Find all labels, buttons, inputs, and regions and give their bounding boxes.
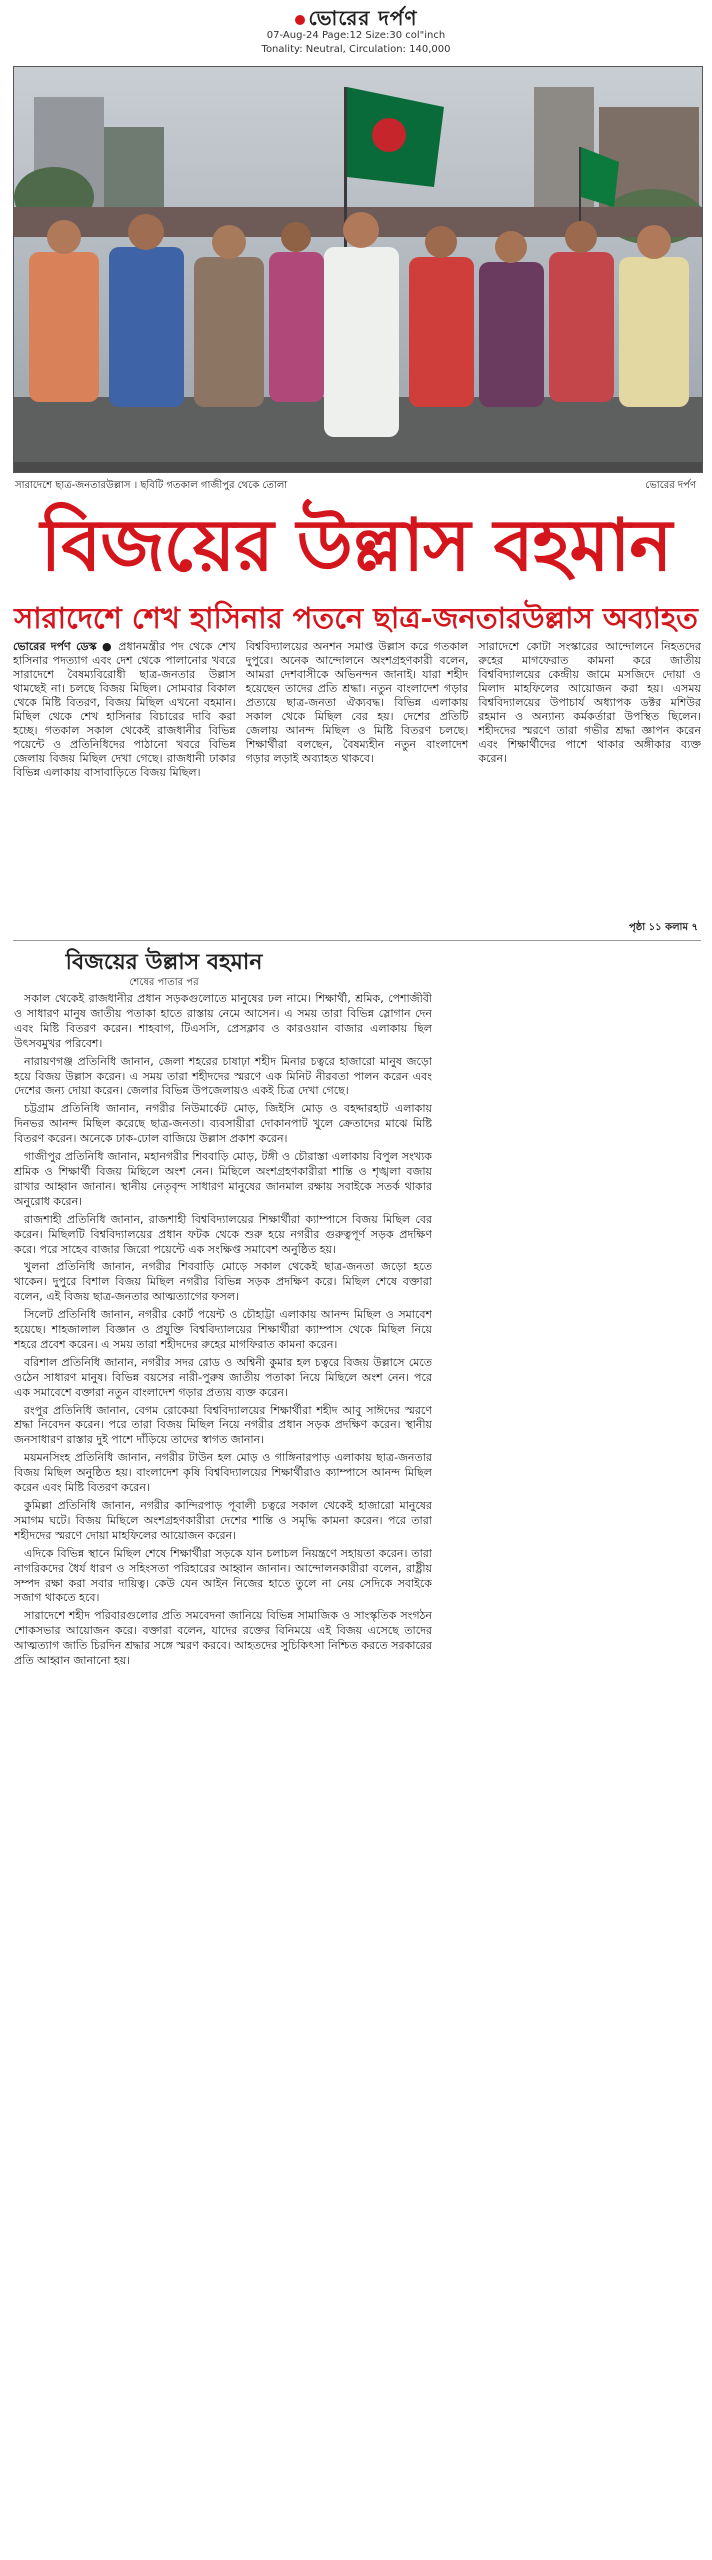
clip-meta: 07-Aug-24 Page:12 Size:30 col"inch — [266, 30, 446, 41]
clip-tonality: Tonality: Neutral, Circulation: 140,000 — [261, 44, 451, 55]
paragraph: রাজশাহী প্রতিনিধি জানান, রাজশাহী বিশ্ববিদ্যালয়ের শিক্ষার্থীরা ক্যাম্পাসে বিজয় মিছিল বের করেন। মিছিলটি বিশ্ববিদ্যালয়ের প্রধান ফটক থেকে শুরু হয়ে নগরীর গুরুত্বপূর্ণ সড়ক প্রদক্ষিণ করে। পরে সাহেব বাজার জিরো পয়েন্টে এক সংক্ষিপ্ত সমাবেশ অনুষ্ঠিত হয়। — [14, 1212, 432, 1256]
lead-column-1-text: প্রধানমন্ত্রীর পদ থেকে শেখ হাসিনার পদত্যাগ এবং দেশ থেকে পালানোর খবরে সারাদেশে বৈষম্যবিরোধী ছাত্র-জনতার উল্লাস থামছেই না। চলছে বিজয় মিছিল। সোমবার বিকাল থেকে মিষ্টি বিতরণ, বিজয় মিছিল এখনো বহমান। মিছিল থেকে শেখ হাসিনার বিচারের দাবি করা হচ্ছে। গতকাল সকাল থেকেই রাজধানীর বিভিন্ন পয়েন্টে ও প্রতিনিধিদের পাঠানো খবরে বিভিন্ন জেলায় বিজয় মিছিল দেখা গেছে। রাজধানী ঢাকার বিভিন্ন এলাকায় বাসাবাড়িতে বিজয় মিছিল। — [13, 640, 236, 779]
paragraph: গাজীপুর প্রতিনিধি জানান, মহানগরীর শিববাড়ি মোড়, টঙ্গী ও চৌরাস্তা এলাকায় বিপুল সংখ্যক শ্রমিক ও শিক্ষার্থী বিজয় মিছিলে অংশ নেন। মিছিলে অংশগ্রহণকারীরা শান্তি ও শৃঙ্খলা বজায় রাখার আহ্বান জানান। স্থানীয় নেতৃবৃন্দ সাধারণ মানুষের জানমাল রক্ষায় সবাইকে সতর্ক থাকার অনুরোধ করেন। — [14, 1150, 432, 1208]
byline: ভোরের দর্পণ ডেস্ক ● — [13, 640, 114, 653]
paragraph: ময়মনসিংহ প্রতিনিধি জানান, নগরীর টাউন হল মোড় ও গাঙ্গিনারপাড় এলাকায় ছাত্র-জনতার বিজয় মিছিল অনুষ্ঠিত হয়। বাংলাদেশ কৃষি বিশ্ববিদ্যালয়ের শিক্ষার্থীরাও ক্যাম্পাসে আনন্দ মিছিল করেন এবং মিষ্টি বিতরণ করেন। — [14, 1451, 432, 1495]
paragraph: নারায়ণগঞ্জ প্রতিনিধি জানান, জেলা শহরের চাষাঢ়া শহীদ মিনার চত্বরে হাজারো মানুষ জড়ো হয়ে বিজয় উল্লাস করেন। এ সময় তারা শহীদদের স্মরণে এক মিনিট নীরবতা পালন করেন এবং দেশের জন্য দোয়া করেন। জেলার বিভিন্ন উপজেলায়ও একই চিত্র দেখা গেছে। — [14, 1054, 432, 1098]
paragraph: বরিশাল প্রতিনিধি জানান, নগরীর সদর রোড ও অশ্বিনী কুমার হল চত্বরে বিজয় উল্লাসে মেতে ওঠেন সাধারণ মানুষ। বিভিন্ন বয়সের নারী-পুরুষ জাতীয় পতাকা নিয়ে মিছিলে অংশ নেন। পরে এক সমাবেশে বক্তারা নতুন বাংলাদেশ গড়ার প্রত্যয় ব্যক্ত করেন। — [14, 1355, 432, 1399]
paragraph: কুমিল্লা প্রতিনিধি জানান, নগরীর কান্দিরপাড় পূবালী চত্বরে সকাল থেকেই হাজারো মানুষের সমাগম ঘটে। বিজয় মিছিলে অংশগ্রহণকারীরা দেশের শান্তি ও সমৃদ্ধি কামনা করেন। পরে তারা শহীদদের স্মরণে দোয়া মাহফিলের আয়োজন করেন। — [14, 1499, 432, 1542]
lead-column-3: সারাদেশে কোটা সংস্কারের আন্দোলনে নিহতদের রুহের মাগফেরাত কামনা করে জাতীয় বিশ্ববিদ্যালয়ের কেন্দ্রীয় জামে মসজিদে দোয়া ও মিলাদ মাহফিলের আয়োজন করা হয়। এসময় বিশ্ববিদ্যালয়ের উপাচার্য অধ্যাপক ডক্টর মশিউর রহমান ও অন্যান্য কর্মকর্তারা উপস্থিত ছিলেন। শহীদদের স্মরণে তারা গভীর শ্রদ্ধা জ্ঞাপন করেন এবং শিক্ষার্থীদের পাশে থাকার অঙ্গীকার ব্যক্ত করেন। — [478, 640, 702, 765]
headline — [0, 495, 712, 595]
paragraph: এদিকে বিভিন্ন স্থানে মিছিল শেষে শিক্ষার্থীরা সড়কে যান চলাচল নিয়ন্ত্রণে সহায়তা করেন। তারা নাগরিকদের ধৈর্য ধারণ ও সহিংসতা পরিহারের আহ্বান জানান। আন্দোলনকারীরা বলেন, রাষ্ট্রীয় সম্পদ রক্ষা করা সবার দায়িত্ব। কেউ যেন আইন নিজের হাতে তুলে না নেয় সেদিকে সবাইকে সজাগ থাকতে হবে। — [14, 1546, 432, 1605]
masthead — [0, 0, 712, 62]
continuation-note: পৃষ্ঠা ১১ কলাম ৭ — [628, 922, 698, 933]
continuation-body — [14, 992, 432, 2540]
photo-caption: সারাদেশে ছাত্র-জনতারউল্লাস । ছবিটি গতকাল গাজীপুর থেকে তোলা — [15, 480, 288, 491]
rally-photo-image — [14, 67, 702, 472]
logo-mark-icon — [295, 15, 305, 25]
rally-photo — [13, 66, 703, 473]
lead-columns — [13, 640, 701, 930]
paragraph: রংপুর প্রতিনিধি জানান, বেগম রোকেয়া বিশ্ববিদ্যালয়ের শিক্ষার্থীরা শহীদ আবু সাঈদের স্মরণে শ্রদ্ধা নিবেদন করেন। পরে তারা বিজয় মিছিল নিয়ে নগরীর প্রধান সড়ক প্রদক্ষিণ করেন। স্থানীয় জনসাধারণ রাস্তার দুই পাশে দাঁড়িয়ে তাদের স্বাগত জানান। — [14, 1403, 432, 1447]
paragraph: সিলেট প্রতিনিধি জানান, নগরীর কোর্ট পয়েন্ট ও চৌহাট্টা এলাকায় আনন্দ মিছিল ও সমাবেশ হয়েছে। শাহজালাল বিজ্ঞান ও প্রযুক্তি বিশ্ববিদ্যালয়ের শিক্ষার্থীরা ক্যাম্পাস থেকে মিছিল নিয়ে শহরে প্রবেশ করেন। এ সময় তারা শহীদদের রুহের মাগফিরাত কামনা করেন। — [14, 1308, 432, 1351]
photo-credit: ভোরের দর্পণ — [645, 480, 696, 491]
continuation-headline: বিজয়ের উল্লাস বহমান — [65, 949, 263, 975]
lead-column-1 — [13, 640, 236, 930]
headline-text: বিজয়ের উল্লাস বহমান — [40, 502, 672, 587]
paragraph: খুলনা প্রতিনিধি জানান, নগরীর শিববাড়ি মোড়ে সকাল থেকেই ছাত্র-জনতা জড়ো হতে থাকেন। দুপুরে বিশাল বিজয় মিছিল নগরীর বিভিন্ন সড়ক প্রদক্ষিণ করে। মিছিল শেষে বক্তারা বলেন, এই বিজয় ছাত্র-জনতার আত্মত্যাগের ফসল। — [14, 1260, 432, 1304]
paragraph: সারাদেশে শহীদ পরিবারগুলোর প্রতি সমবেদনা জানিয়ে বিভিন্ন সামাজিক ও সাংস্কৃতিক সংগঠন শোকসভার আয়োজন করে। বক্তারা বলেন, যাদের রক্তের বিনিময়ে এই বিজয় এসেছে তাদের আত্মত্যাগ জাতি চিরদিন শ্রদ্ধার সঙ্গে স্মরণ করবে। আহতদের সুচিকিৎসা নিশ্চিত করতে সরকারের প্রতি আহ্বান জানানো হয়। — [14, 1609, 432, 1668]
paragraph: চট্টগ্রাম প্রতিনিধি জানান, নগরীর নিউমার্কেট মোড়, জিইসি মোড় ও বহদ্দারহাট এলাকায় দিনভর আনন্দ মিছিল করেছে ছাত্র-জনতা। ব্যবসায়ীরা দোকানপাট খুলে ক্রেতাদের মাঝে মিষ্টি বিতরণ করেন। অনেকে ঢাক-ঢোল বাজিয়ে উল্লাস প্রকাশ করেন। — [14, 1102, 432, 1146]
continuation-subline: শেষের পাতার পর — [129, 977, 199, 988]
section-divider — [13, 940, 701, 941]
lead-column-2: বিশ্ববিদ্যালয়ের অনশন সমাপ্ত উল্লাস করে গতকাল দুপুরে। অনেক আন্দোলনে অংশগ্রহণকারী বলেন, আমরা দেশবাসীকে অভিনন্দন জানাই। যারা শহীদ হয়েছেন তাদের প্রতি শ্রদ্ধা। নতুন বাংলাদেশ গড়ার প্রত্যয়ে ছাত্র-জনতা ঐক্যবদ্ধ। বিভিন্ন এলাকায় সকাল থেকে মিছিল বের হয়। দেশের প্রতিটি জেলায় আনন্দ মিছিল ও মিষ্টি বিতরণ চলছে। শিক্ষার্থীরা বলছেন, বৈষম্যহীন নতুন বাংলাদেশ গড়ার লড়াই অব্যাহত থাকবে। — [245, 640, 469, 765]
paragraph: সকাল থেকেই রাজধানীর প্রধান সড়কগুলোতে মানুষের ঢল নামে। শিক্ষার্থী, শ্রমিক, পেশাজীবী ও সাধারণ মানুষ জাতীয় পতাকা হাতে রাস্তায় নেমে আসেন। এ সময় তারা বিভিন্ন স্লোগান দেন এবং মিষ্টি বিতরণ করেন। শাহবাগ, টিএসসি, প্রেসক্লাব ও কারওয়ান বাজার এলাকায় ছিল উৎসবমুখর পরিবেশ। — [14, 992, 432, 1050]
subheadline: সারাদেশে শেখ হাসিনার পতনে ছাত্র-জনতারউল্লাস অব্যাহত — [14, 601, 698, 635]
logo-text: ভোরের দর্পণ — [308, 6, 418, 30]
